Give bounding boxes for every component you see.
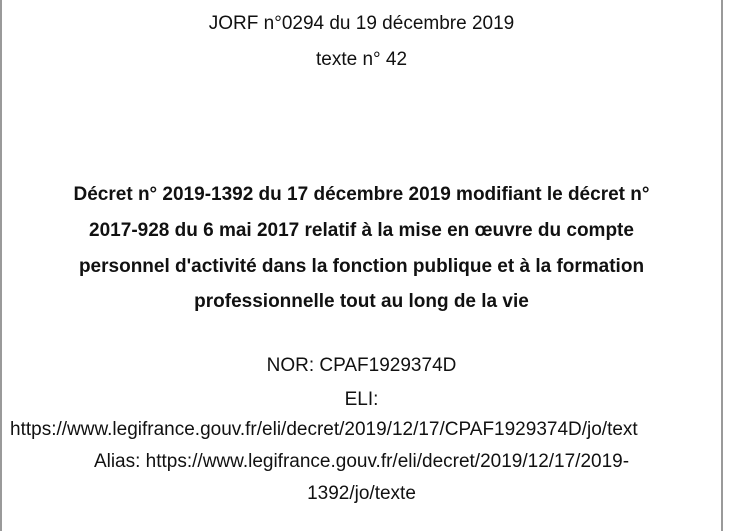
alias-url-line-2[interactable]: 1392/jo/texte <box>307 483 416 504</box>
page-right-border <box>721 0 723 531</box>
decree-title-line-4: professionnelle tout au long de la vie <box>194 291 529 312</box>
decree-title-line-1: Décret n° 2019-1392 du 17 décembre 2019 modifiant le décret n° <box>73 184 650 205</box>
eli-label: ELI: <box>344 389 379 410</box>
texte-number: texte n° 42 <box>315 49 408 70</box>
alias-url-line-1[interactable]: Alias: https://www.legifrance.gouv.fr/eli/decret/2019/12/17/2019- <box>93 451 630 472</box>
decree-title-line-3: personnel d'activité dans la fonction publique et à la formation <box>78 256 645 277</box>
eli-url[interactable]: https://www.legifrance.gouv.fr/eli/decret/2019/12/17/CPAF1929374D/jo/text <box>10 419 638 440</box>
jorf-reference: JORF n°0294 du 19 décembre 2019 <box>208 13 515 34</box>
nor-reference: NOR: CPAF1929374D <box>266 355 457 376</box>
decree-title-line-2: 2017-928 du 6 mai 2017 relatif à la mise en œuvre du compte <box>89 220 634 241</box>
